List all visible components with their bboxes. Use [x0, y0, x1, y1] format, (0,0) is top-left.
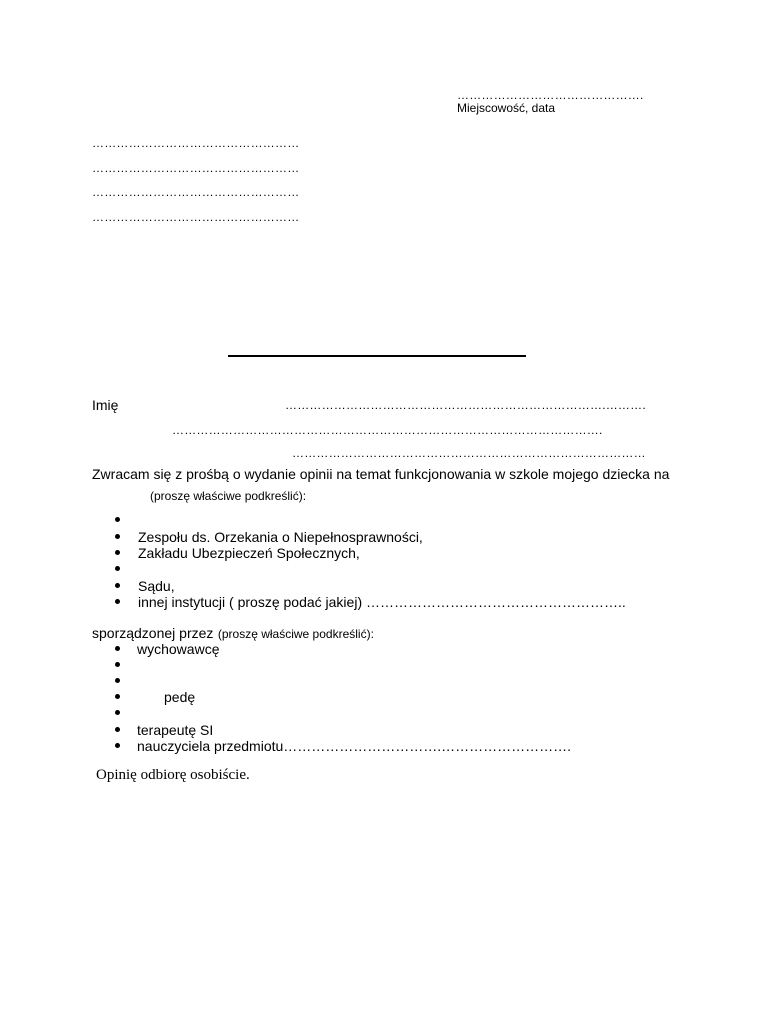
bullet-icon: [115, 662, 120, 667]
field-line-2-dots: …………………………………………………………………………………………….: [172, 423, 603, 437]
sender-line-2: ……………………………………………: [92, 161, 300, 175]
list-item-label: Sądu,: [138, 578, 175, 594]
sender-line-3: ……………………………………………: [92, 185, 300, 199]
request-text: Zwracam się z prośbą o wydanie opinii na temat funkcjonowania w szkole mojego dziecka na: [92, 466, 670, 482]
field-line-3-dots: ……………………………………………………………………………: [292, 446, 646, 460]
bullet-icon: [115, 727, 120, 732]
prepared-note: (proszę właściwe podkreślić):: [217, 627, 374, 641]
place-date-label: Miejscowość, data: [457, 101, 556, 115]
list-item-label: Zakładu Ubezpieczeń Społecznych,: [138, 545, 360, 561]
bullet-icon: [115, 599, 120, 604]
list-item-label: nauczyciela przedmiotu…………………………….……………………….: [137, 738, 572, 754]
list-item-label: pedę: [164, 689, 196, 705]
sender-line-4: ……………………………………………: [92, 210, 300, 224]
bullet-icon: [115, 534, 120, 539]
bullet-icon: [115, 694, 120, 699]
list-item-label: Zespołu ds. Orzekania o Niepełnosprawności,: [138, 529, 423, 545]
name-dots: …………………………………………………………………….……….: [285, 398, 646, 412]
bullet-icon: [115, 646, 120, 651]
bullet-icon: [115, 566, 120, 571]
bullet-icon: [115, 743, 120, 748]
prepared-label: sporządzonej przez: [92, 625, 214, 641]
name-label: Imię: [92, 397, 119, 413]
bullet-icon: [115, 583, 120, 588]
bullet-icon: [115, 550, 120, 555]
bullet-icon: [115, 710, 120, 715]
bullet-icon: [115, 678, 120, 683]
request-note: (proszę właściwe podkreślić):: [150, 489, 307, 503]
list-item-label: terapeutę SI: [137, 722, 214, 738]
prepared-by: [92, 625, 374, 643]
pickup-statement: Opinię odbiorę osobiście.: [96, 767, 250, 783]
bullet-icon: [115, 517, 120, 522]
list-item-label: innej instytucji ( proszę podać jakiej) ………………………………………………..: [138, 594, 626, 610]
place-date-dots: ……………………………………….: [457, 88, 644, 102]
title-underline: [228, 355, 526, 357]
sender-line-1: ……………………………………………: [92, 136, 300, 150]
list-item-label: wychowawcę: [137, 641, 220, 657]
